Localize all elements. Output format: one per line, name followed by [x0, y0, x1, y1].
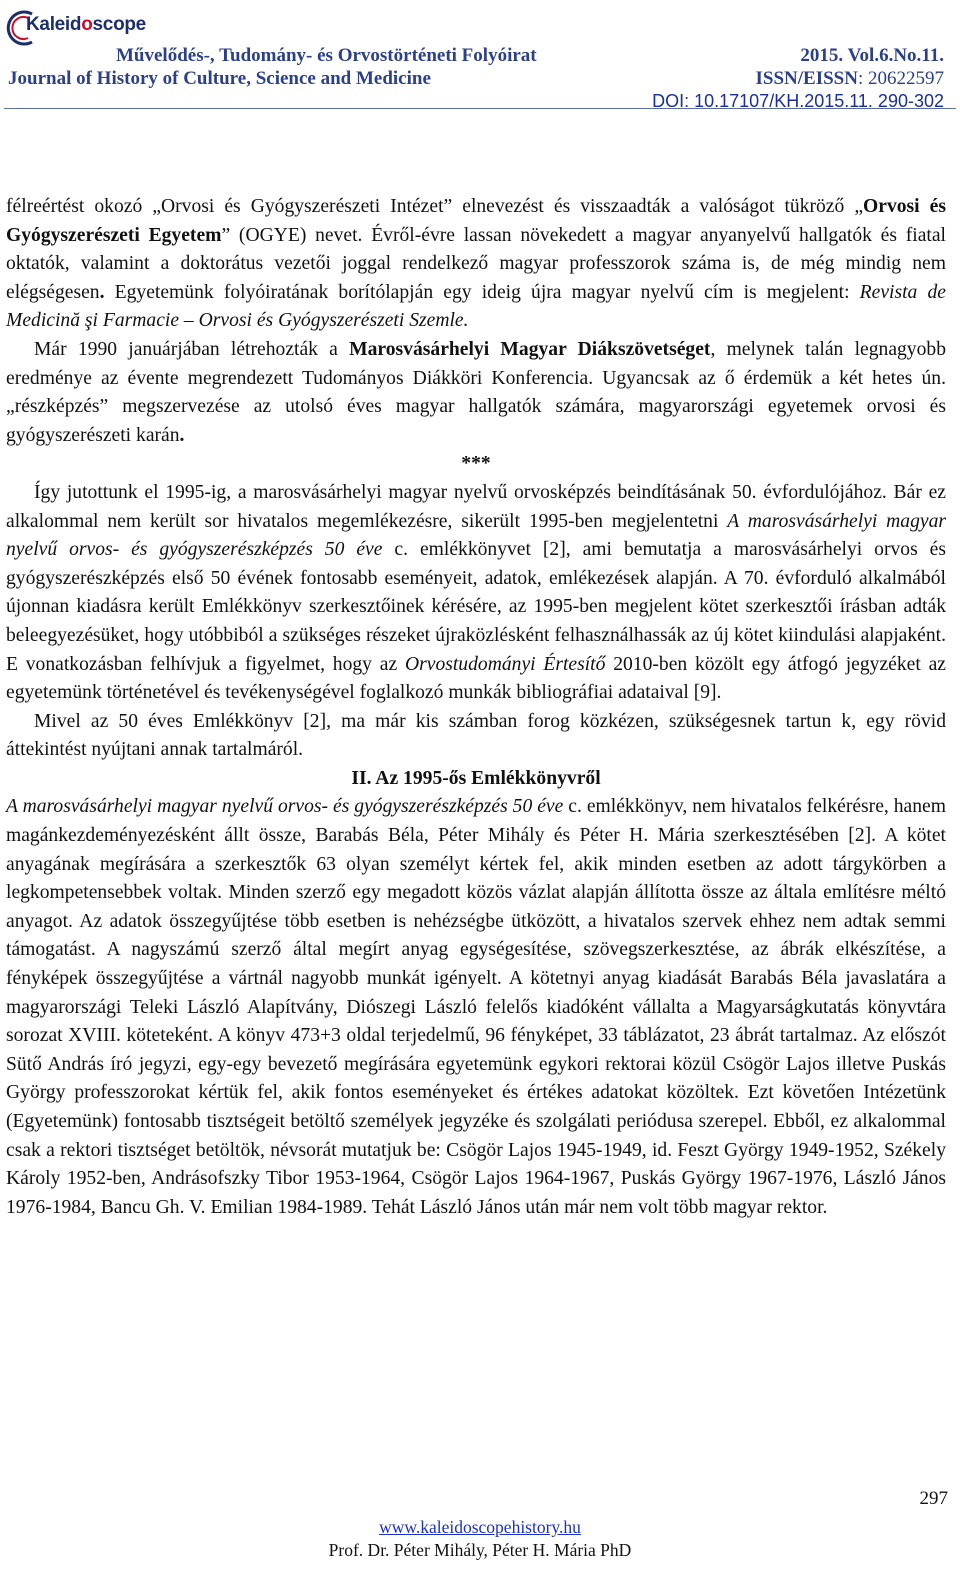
footer-website-link[interactable]: www.kaleidoscopehistory.hu	[379, 1517, 581, 1537]
page-number: 297	[919, 1488, 948, 1509]
issn-value: : 20622597	[857, 68, 944, 89]
doi-link[interactable]: DOI: 10.17107/KH.2015.11. 290-302	[652, 91, 944, 111]
logo-wordmark: Kaleidoscope	[26, 14, 146, 35]
section-separator: ***	[461, 453, 491, 475]
section-heading: II. Az 1995-ős Emlékkönyvről	[351, 767, 601, 789]
paragraph-4: Mivel az 50 éves Emlékkönyv [2], ma már kis számban forog közkézen, szükségesnek tartun k, egy rövid áttekintést nyújtani annak tartalmáról.	[6, 710, 946, 761]
issn-label: ISSN/EISSN	[755, 68, 858, 89]
journal-title-hu: Művelődés-, Tudomány- és Orvostörténeti Folyóirat	[116, 45, 537, 66]
footer-authors: Prof. Dr. Péter Mihály, Péter H. Mária PhD	[328, 1540, 632, 1560]
issn-line	[652, 67, 944, 90]
page-header	[0, 0, 960, 112]
page-footer	[0, 1516, 960, 1562]
paragraph-3: Így jutottunk el 1995-ig, a marosvásárhelyi magyar nyelvű orvosképzés beindításának 50. évfordulójához. Bár ez alkalommal nem került sor hivatalos megemlékezésre, sikerült 1995-ben megjelentetni A marosvásárhelyi magyar nyelvű orvos- és gyógyszerészképzés 50 éve c. emlékkönyvet [2], ami bemutatja a marosvásárhelyi orvos és gyógyszerészképzés első 50 évének fontosabb eseményeit, adatok, emlékezések alapján. A 70. évforduló alkalmából újonnan kiadásra került Emlékkönyv szerkesztőinek kérésére, az 1995-ben megjelent kötet szerkesztői írásban adták beleegyezésüket, hogy utóbbiból a szükséges részeket újraközlésként felhasználhassák az új kötet kiindulási alapjaként. E vonatkozásban felhívjuk a figyelmet, hogy az Orvostudományi Értesítő 2010-ben közölt egy átfogó jegyzéket az egyetemünk történetével és tevékenységével foglalkozó munkák bibliográfiai adataival [9].	[6, 481, 947, 704]
header-divider	[4, 108, 956, 109]
paragraph-5: A marosvásárhelyi magyar nyelvű orvos- és gyógyszerészképzés 50 éve c. emlékkönyv, nem hivatalos felkérésre, hanem magánkezdeményezésként állt össze, Barabás Béla, Péter Mihály és Péter H. Mária szerkesztésében [2]. A kötet anyagának megírására a szerkesztők 63 olyan személyt kértek fel, akik minden esetben az adott tárgykörben a legkompetensebbek voltak. Minden szerző egy megadott közös vázlat alapján állította össze az általa említésre méltó anyagot. Az adatok összegyűjtése több esetben is nehézségbe ütközött, a hivatalos szervek ehhez nem adtak semmi támogatást. A nagyszámú szerző által megírt anyag egységesítése, szövegszerkesztése, az ábrák elkészítése, a fényképek összegyűjtése a vártnál nagyobb munkát igényelt. A kötetnyi anyag kiadását Barabás Béla javaslatára a magyarországi Teleki László Alapítvány, Diószegi László felelős kiadóként vállalta a Magyarságkutatás könyvtára sorozat XVIII. köteteként. A könyv 473+3 oldal terjedelmű, 96 fényképet, 33 táblázatot, 23 ábrát tartalmaz. Az előszót Sütő András író jegyzi, egy-egy bevezető megírására egyetemünk egykori rektorai közül Csögör Lajos illetve Puskás György professzorokat kértük fel, akik fontos eseményeket és értékes adatokat közöltek. Ezt követően Intézetünk (Egyetemünk) fontosabb tisztségeit betöltő személyek jegyzéke és szolgálati periódusa szerepel. Ebből, ez alkalommal csak a rektori tisztséget betöltök, névsorát mutatjuk be: Csögör Lajos 1945-1949, id. Feszt György 1949-1952, Székely Károly 1952-ben, Andrásofszky Tibor 1953-1964, Csögör Lajos 1964-1967, Puskás György 1967-1976, László János 1976-1984, Bancu Gh. V. Emilian 1984-1989. Tehát László János után már nem volt több magyar rektor.	[6, 796, 946, 1218]
journal-title-en: Journal of History of Culture, Science and Medicine	[8, 68, 431, 89]
journal-title-block	[8, 44, 537, 90]
paragraph-2: Már 1990 januárjában létrehozták a Marosvásárhelyi Magyar Diákszövetséget, melynek talán legnagyobb eredménye az évente megrendezett Tudományos Diákköri Konferencia. Ugyancsak az ő érdemük a két hetes ún. „részképzés” megszervezése az utolsó éves magyar hallgatók számára, magyarországi egyetemek orvosi és gyógyszerészeti karán.	[6, 338, 946, 446]
issue-label: 2015. Vol.6.No.11.	[800, 45, 944, 66]
article-body	[6, 193, 946, 1222]
paragraph-1: félreértést okozó „Orvosi és Gyógyszerészeti Intézet” elnevezést és visszaadták a valóságot tükröző „Orvosi és Gyógyszerészeti Egyetem” (OGYE) nevet. Évről-évre lassan növekedett a magyar anyanyelvű hallgatók és fiatal oktatók, valamint a doktorátus vezetői joggal rendelkező magyar professzorok száma is, de még mindig nem elégségesen. Egyetemünk folyóiratának borítólapján egy ideig újra magyar nyelvű cím is megjelent: Revista de Medicină şi Farmacie – Orvosi és Gyógyszerészeti Szemle.	[6, 196, 946, 332]
issue-info-block	[652, 44, 944, 113]
